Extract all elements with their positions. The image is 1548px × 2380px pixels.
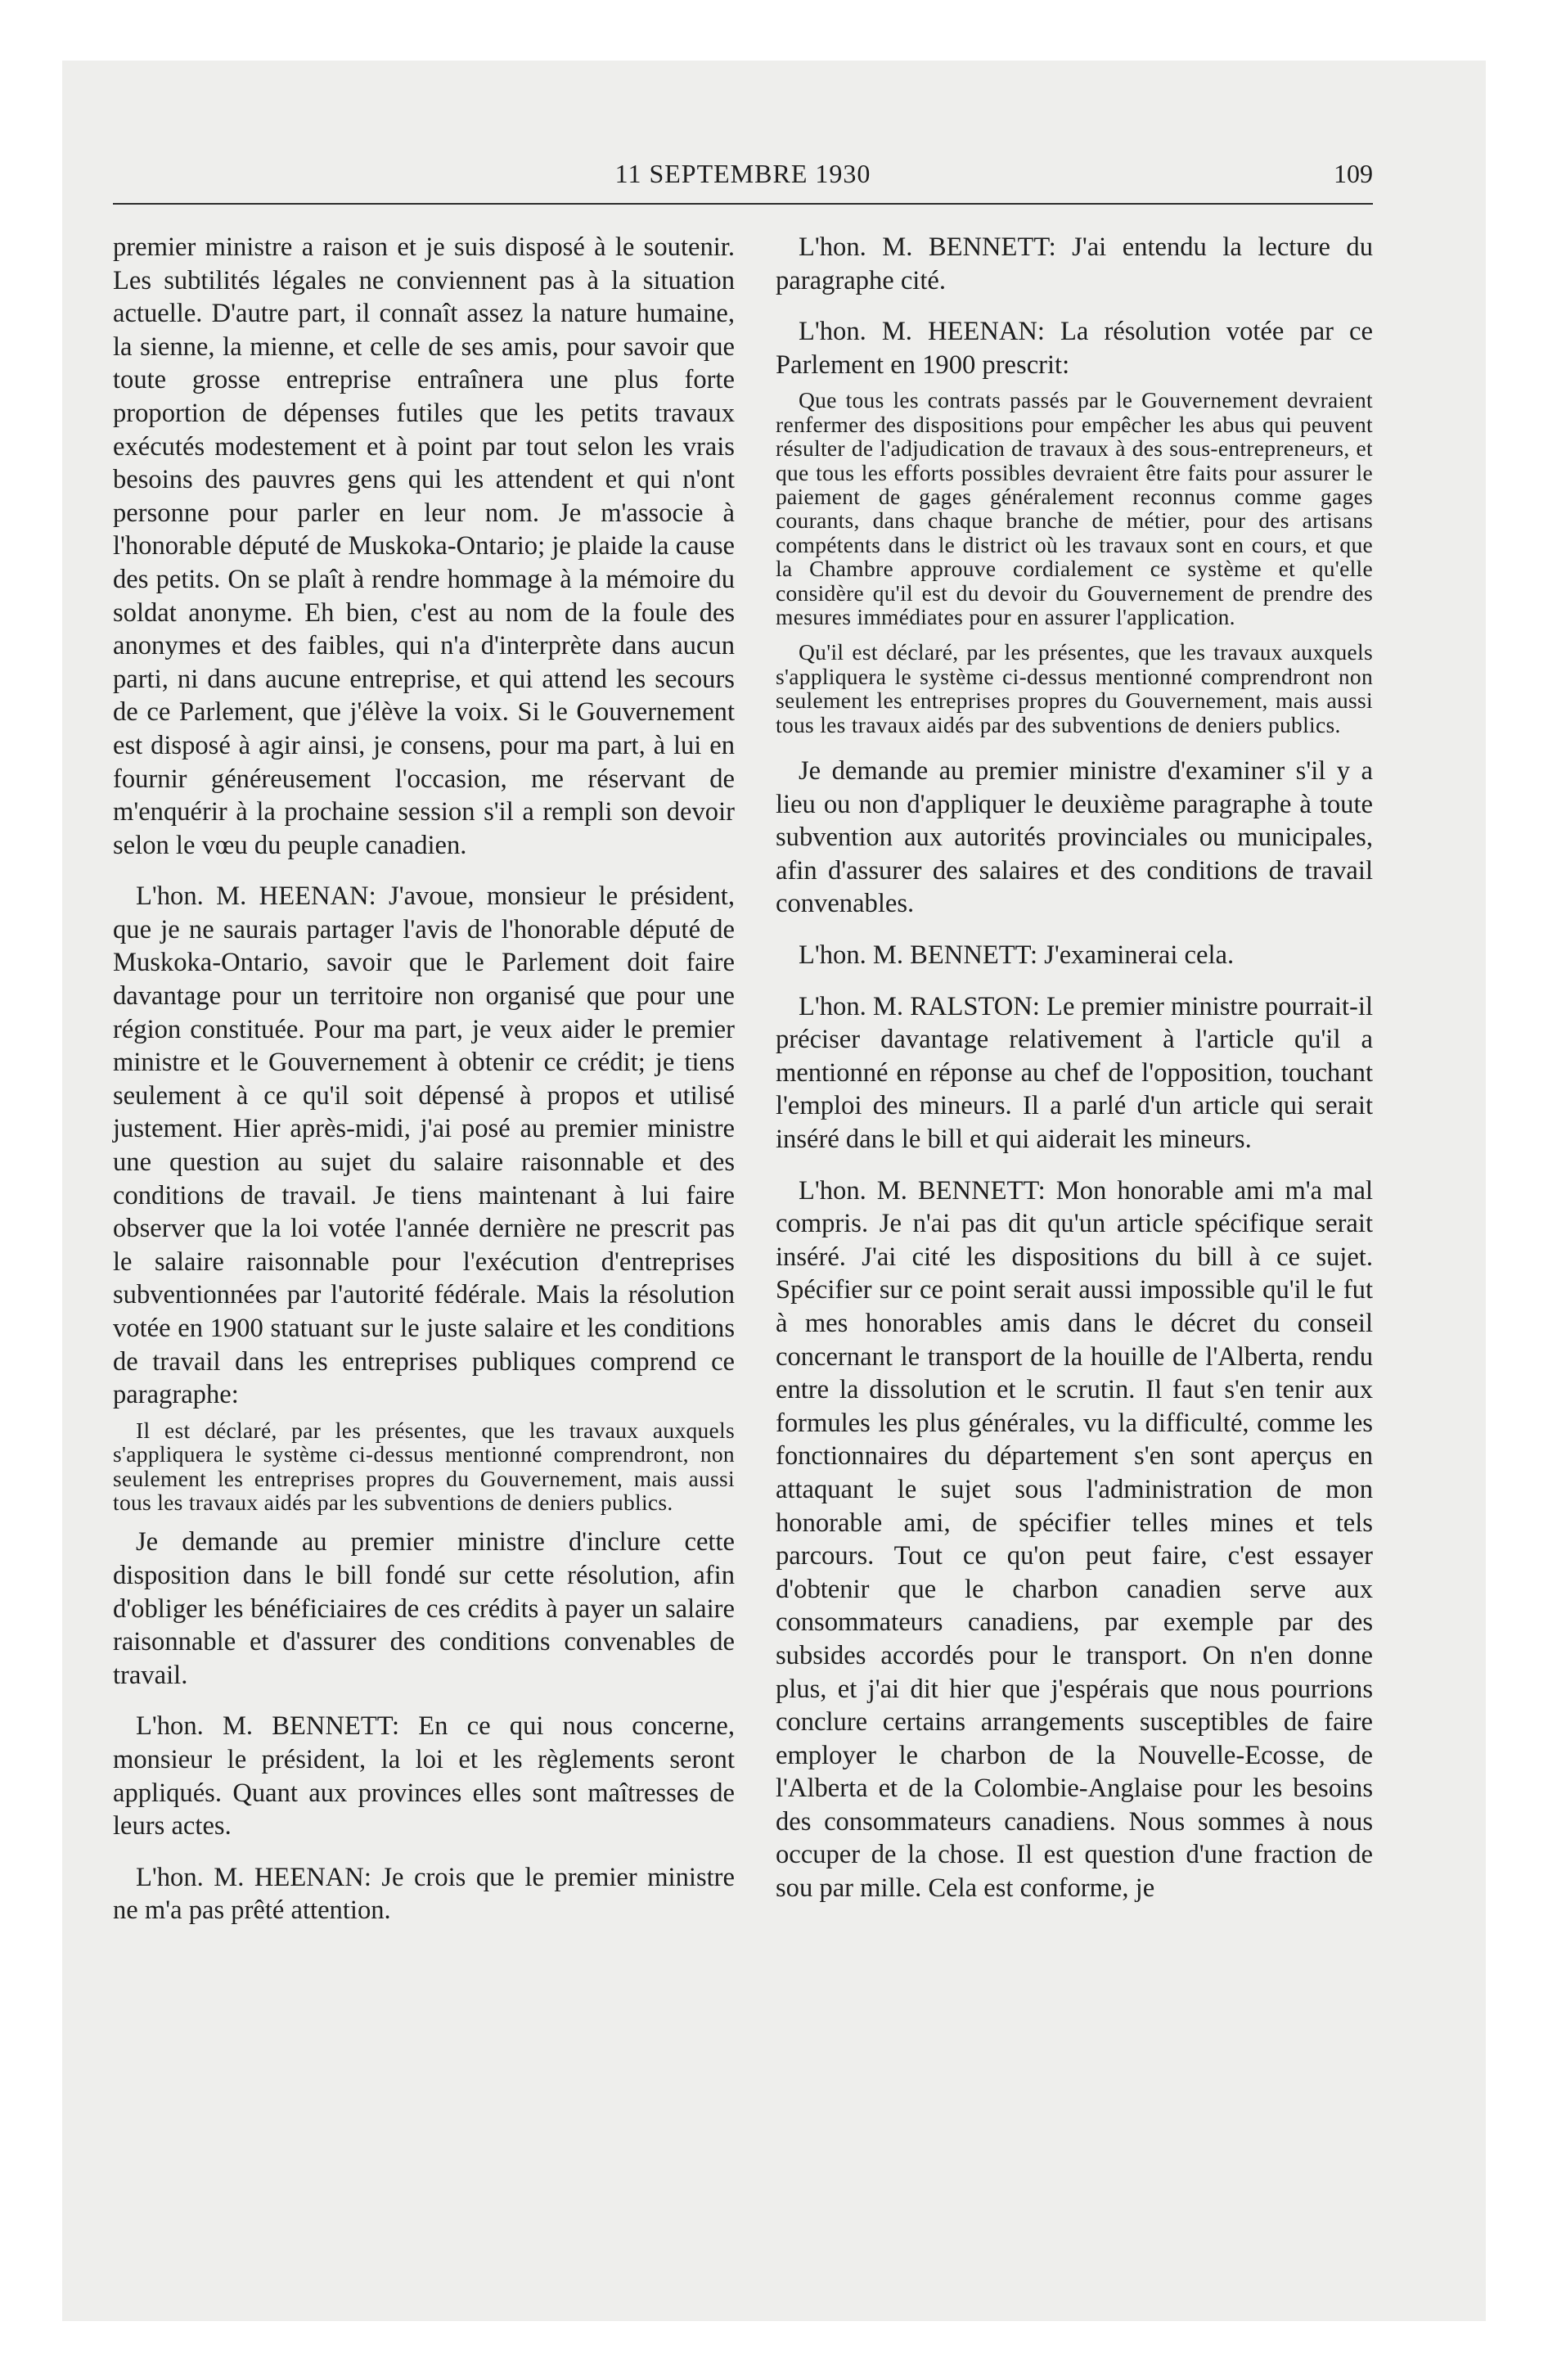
- header-date: 11 SEPTEMBRE 1930: [614, 159, 871, 188]
- speaker-name: L'hon. M. RALSTON:: [799, 991, 1040, 1021]
- speech-text: Le premier ministre pourrait-il préciser davantage relativement à l'article qu'il a mentionné en réponse au chef de l'opposition, touchant l'emploi des mineurs. Il a parlé d'un article qui serait inséré dans le bill et qui aiderait les mineurs.: [776, 991, 1373, 1154]
- speaker-name: L'hon. M. BENNETT:: [799, 232, 1056, 262]
- speaker-name: L'hon. M. HEENAN:: [136, 1862, 371, 1892]
- speaker-name: L'hon. M. BENNETT:: [136, 1711, 400, 1742]
- page-header: [113, 159, 1373, 192]
- speaker-name: L'hon. M. HEENAN:: [799, 317, 1045, 347]
- right-column: [776, 231, 1373, 1905]
- paragraph: [113, 1710, 735, 1842]
- left-column: [113, 231, 735, 1927]
- speech-text: J'ai entendu la lecture du paragraphe cité.: [776, 232, 1374, 295]
- speech-text: J'examinerai cela.: [1037, 940, 1235, 971]
- speech-text: Je crois que le premier ministre ne m'a pas prêté attention.: [113, 1862, 735, 1926]
- speaker-name: L'hon. M. BENNETT:: [799, 1175, 1046, 1206]
- speech-text: Mon honorable ami m'a mal compris. Je n'ai pas dit qu'un article spécifique serait inséré. J'ai cité les dispositions du bill à ce sujet. Spécifier sur ce point serait aussi impossible qu'il le fut à mes honorables amis dans le décret du conseil concernant le transport de la houille de l'Alberta, rendu entre la dissolution et le scrutin. Il faut s'en tenir aux formules les plus générales, vu la difficulté, comme les fonctionnaires du département s'en sont aperçus en attaquant le sujet sous l'administration de mon honorable ami, de spécifier telles mines et tels parcours. Tout ce qu'on peut faire, c'est essayer d'obtenir que le charbon canadien serve aux consommateurs canadiens, par exemple par des subsides accordés pour le transport. On n'en donne plus, et j'ai dit hier que j'espérais que nous pourrions conclure certains arrangements susceptibles de faire employer le charbon de la Nouvelle-Ecosse, de l'Alberta et de la Colombie-Anglaise pour les besoins des consommateurs canadiens. Nous sommes à nous occuper de la chose. Il est question d'une fraction de sou par mille. Cela est conforme, je: [776, 1175, 1374, 1904]
- speech-text: En ce qui nous concerne, monsieur le président, la loi et les règlements seront appliqués. Quant aux provinces elles sont maîtresses de leurs actes.: [113, 1711, 735, 1841]
- paragraph: [776, 1174, 1373, 1905]
- paragraph: Je demande au premier ministre d'examiner s'il y a lieu ou non d'appliquer le deuxième paragraphe à toute subvention aux autorités provinciales ou municipales, afin d'assurer des salaires et des conditions de travail convenables.: [776, 756, 1373, 919]
- header-rule: [113, 203, 1373, 205]
- paragraph: [113, 1861, 735, 1927]
- paragraph: [776, 990, 1373, 1156]
- block-quote: Il est déclaré, par les présentes, que les travaux auxquels s'appliquera le système ci-dessus mentionné comprendront, non seulement les entreprises propres du Gouvernement, mais aussi tous les travaux aidés par les subventions de deniers publics.: [113, 1417, 735, 1515]
- paragraph: premier ministre a raison et je suis disposé à le soutenir. Les subtilités légales ne conviennent pas à la situation actuelle. D'autre part, il connaît assez la nature humaine, la sienne, la mienne, et celle de ses amis, pour savoir que toute grosse entreprise entraînera une plus forte proportion de dépenses futiles que les petits travaux exécutés modestement et à point par tout selon les vrais besoins des pauvres gens qui les attendent et qui n'ont personne pour parler en leur nom. Je m'associe à l'honorable député de Muskoka-Ontario; je plaide la cause des petits. On se plaît à rendre hommage à la mémoire du soldat anonyme. Eh bien, c'est au nom de la foule des anonymes et des faibles, qui n'a d'interprète dans aucun parti, ni dans aucune entreprise, et qui attend les secours de ce Parlement, que j'élève la voix. Si le Gouvernement est disposé à agir ainsi, je consens, pour ma part, à lui en fournir généreusement l'occasion, me réservant de m'enquérir à la prochaine session s'il a rempli son devoir selon le vœu du peuple canadien.: [113, 232, 735, 860]
- block-quote: Qu'il est déclaré, par les présentes, que les travaux auxquels s'appliquera le système ci-dessus mentionné comprendront non seulement les entreprises propres du Gouvernement, mais aussi tous les travaux aidés par des subventions de deniers publics.: [776, 639, 1373, 737]
- block-quote: Que tous les contrats passés par le Gouvernement devraient renfermer des dispositions pour empêcher les abus qui peuvent résulter de l'adjudication de travaux à des sous-entrepreneurs, et que tous les efforts possibles devraient être faits pour assurer le paiement de gages généralement reconnus comme gages courants, dans chaque branche de métier, pour des artisans compétents dans le district où les travaux sont en cours, et que la Chambre approuve cordialement ce système et qu'elle considère qu'il est du devoir du Gouvernement de prendre des mesures immédiates pour en assurer l'application.: [776, 387, 1373, 630]
- paragraph: Je demande au premier ministre d'inclure cette disposition dans le bill fondé sur cette résolution, afin d'obliger les bénéficiaires de ces crédits à payer un salaire raisonnable et d'assurer des conditions convenables de travail.: [113, 1527, 735, 1690]
- paragraph: [776, 231, 1373, 297]
- page-number: 109: [1334, 159, 1373, 188]
- paragraph: [113, 880, 735, 1412]
- speaker-name: L'hon. M. BENNETT:: [799, 940, 1037, 971]
- speech-text: La résolution votée par ce Parlement en 1900 prescrit:: [776, 317, 1373, 380]
- paragraph: [776, 939, 1373, 972]
- speech-text: J'avoue, monsieur le président, que je ne saurais partager l'avis de l'honorable député de Muskoka-Ontario, savoir que le Parlement doit faire davantage pour un territoire non organisé que pour une région constituée. Pour ma part, je veux aider le premier ministre et le Gouvernement à obtenir ce crédit; je tiens seulement à ce qu'il soit dépensé à propos et utilisé justement. Hier après-midi, j'ai posé au premier ministre une question au sujet du salaire raisonnable et des conditions de travail. Je tiens maintenant à lui faire observer que la loi votée l'année dernière ne prescrit pas le salaire raisonnable pour l'exécution d'entreprises subventionnées par l'autorité fédérale. Mais la résolution votée en 1900 statuant sur le juste salaire et les conditions de travail dans les entreprises publiques comprend ce paragraphe:: [113, 881, 735, 1410]
- speaker-name: L'hon. M. HEENAN:: [136, 881, 376, 912]
- paragraph: [776, 315, 1373, 381]
